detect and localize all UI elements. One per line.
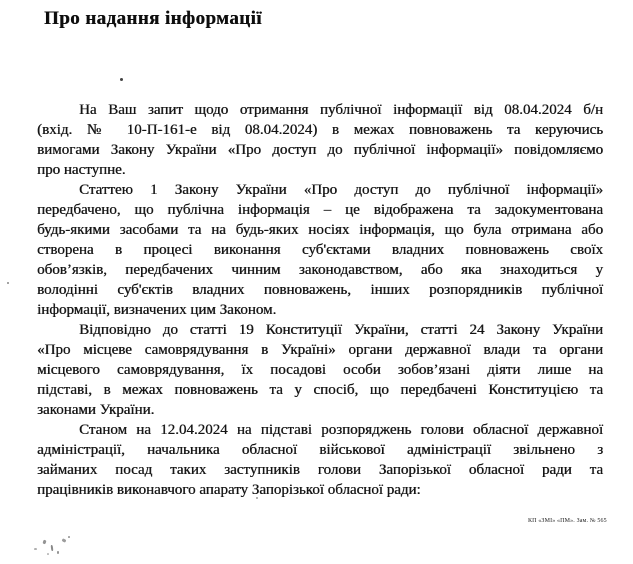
paragraph (37, 180, 603, 320)
text-line: займаних посад таких заступників голови Запорізької обласної ради та (37, 462, 603, 478)
text-line: Станом на 12.04.2024 на підставі розпоряджень голови обласної державної (79, 422, 603, 438)
text-line: передбачено, що публічна інформація – це відображена та задокументована (37, 202, 603, 218)
text-line: інформації, визначених цим Законом. (37, 302, 277, 318)
text-line: адміністрації, начальника обласної військової адміністрації звільнено з (37, 442, 603, 458)
paragraph (37, 320, 603, 420)
scan-noise-smudge (47, 553, 49, 555)
scan-noise-smudge (68, 536, 70, 538)
text-line: «Про місцеве самоврядування в Україні» органи державної влади та органи (37, 342, 603, 358)
text-line: володінні суб'єктів владних повноважень, інших розпорядників публічної (37, 282, 603, 298)
scan-noise-dot (7, 282, 9, 284)
document-subject-title: Про надання інформації (44, 8, 262, 29)
scan-noise-dot (256, 497, 258, 499)
text-line: законами України. (37, 402, 155, 418)
paragraph (37, 100, 603, 180)
text-line: На Ваш запит щодо отримання публічної інформації від 08.04.2024 б/н (79, 102, 603, 118)
paragraph (37, 420, 603, 500)
text-line: (вхід. № 10-П-161-е від 08.04.2024) в межах повноважень та керуючись (37, 122, 603, 138)
scan-noise-smudge (62, 538, 67, 543)
print-shop-note: КП «ЗМІ» «ПМ». Зам. № 565 (528, 518, 607, 524)
text-line: будь-якими засобами та на будь-яких носіях інформація, що була отримана або (37, 222, 603, 238)
text-line: Відповідно до статті 19 Конституції України, статті 24 Закону України (79, 322, 603, 338)
text-line: створена в процесі виконання суб'єктами владних повноважень своїх (37, 242, 603, 258)
text-line: Статтею 1 Закону України «Про доступ до публічної інформації» (79, 182, 603, 198)
text-line: підставі, в межах повноважень та у спосіб, що передбачені Конституцією та (37, 382, 603, 398)
scan-noise-smudge (51, 545, 54, 551)
document-body (37, 100, 603, 500)
text-line: вимогами Закону України «Про доступ до публічної інформації» повідомляємо (37, 142, 603, 158)
text-line: про наступне. (37, 162, 126, 178)
text-line: місцевого самоврядування, їх посадові особи зобов’язані діяти лише на (37, 362, 603, 378)
text-line: працівників виконавчого апарату Запорізької обласної ради: (37, 482, 421, 498)
scan-noise-smudge (34, 548, 37, 550)
scan-noise-dot (120, 78, 123, 81)
scan-noise-smudge (42, 540, 46, 545)
scan-noise-smudge (57, 551, 59, 554)
text-line: обов’язків, передбачених чинним законодавством, або яка знаходиться у (37, 262, 603, 278)
